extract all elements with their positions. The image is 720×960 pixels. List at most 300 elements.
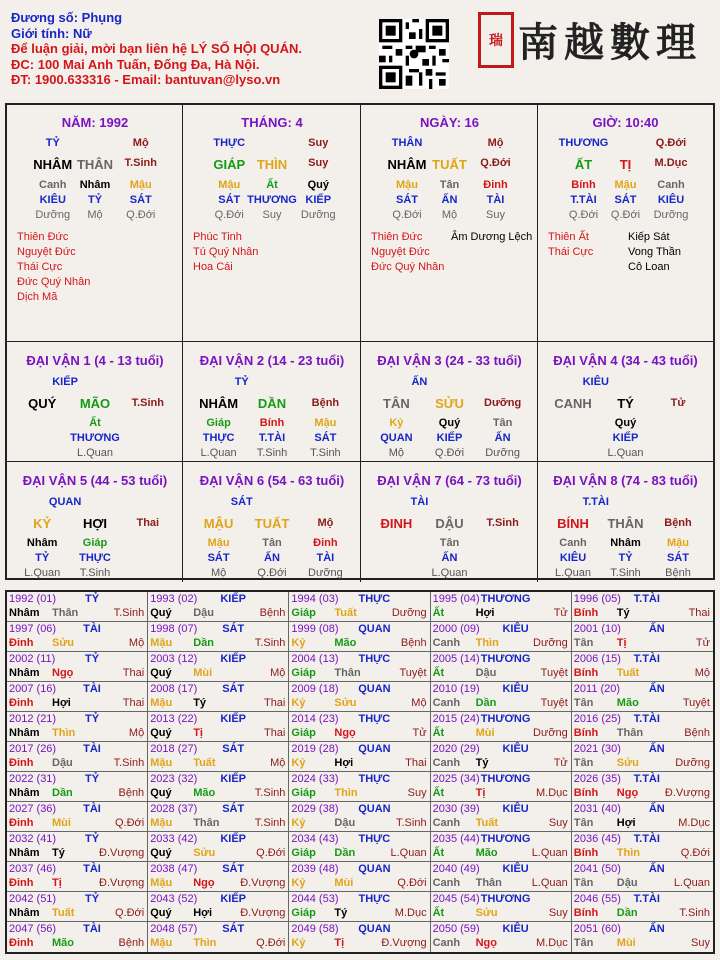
year-branch: Dậu: [475, 667, 497, 679]
year-stem: Nhâm: [9, 907, 40, 919]
pillar-main-2: THÌN: [256, 157, 288, 172]
star-item: Vong Thần: [628, 246, 682, 258]
year-state: M.Dục: [536, 787, 568, 799]
year-label: 2041 (50): [573, 863, 621, 875]
year-stem: Kỷ: [291, 637, 306, 649]
year-state: Mộ: [270, 757, 286, 769]
year-cell: [431, 592, 572, 622]
year-cell: [572, 922, 713, 952]
year-stem: Kỷ: [291, 877, 306, 889]
year-label: 2042 (51): [9, 893, 57, 905]
dai-van-state: T.Sinh: [486, 517, 519, 529]
dai-van-state: T.Sinh: [131, 397, 164, 409]
year-god: KIẾP: [220, 593, 247, 605]
pillar-main-2: THÂN: [76, 157, 114, 172]
dai-van-2: [183, 342, 361, 462]
year-cell: [289, 802, 430, 832]
year-branch: Thìn: [334, 787, 358, 799]
year-stem: Mậu: [150, 637, 173, 649]
year-branch: Mão: [52, 937, 74, 949]
year-stem: Đinh: [9, 757, 34, 769]
dai-van-3: [361, 342, 538, 462]
pillar-main-1: GIÁP: [213, 157, 246, 172]
year-branch: Tý: [334, 907, 348, 919]
pillar-4: [538, 105, 713, 342]
year-stem: Bính: [573, 667, 599, 679]
year-cell: [7, 922, 148, 952]
year-cell: [572, 682, 713, 712]
year-state: Đ.Vượng: [664, 787, 710, 799]
pillar-main-3: T.Sinh: [124, 157, 157, 169]
year-stem: Nhâm: [9, 847, 40, 859]
pillar-top-1: THÂN: [391, 137, 423, 149]
dai-van-god: TÀI: [410, 496, 429, 508]
year-branch: Hợi: [52, 697, 71, 709]
year-label: 2016 (25): [573, 713, 621, 725]
year-god: T.TÀI: [633, 833, 660, 845]
year-label: 2051 (60): [573, 923, 621, 935]
year-state: Mộ: [411, 697, 427, 709]
year-stem: Mậu: [150, 697, 173, 709]
year-cell: [289, 622, 430, 652]
year-god: KIÊU: [502, 623, 529, 635]
year-cell: [572, 832, 713, 862]
star-item: Phúc Tinh: [193, 231, 242, 243]
year-cell: [148, 862, 289, 892]
dai-van-title: ĐẠI VẬN 7 (64 - 73 tuổi): [377, 473, 522, 488]
year-god: THỰC: [358, 713, 391, 725]
year-cell: [431, 892, 572, 922]
year-label: 2014 (23): [291, 713, 339, 725]
pillar-bad-stars: [451, 230, 532, 245]
year-cell: [7, 592, 148, 622]
dai-van-branch: TUẤT: [254, 516, 290, 531]
year-god: TỶ: [84, 893, 100, 905]
year-stem: Kỷ: [291, 817, 306, 829]
dai-van-hidden-state: T.Sinh: [610, 567, 641, 579]
year-state: Dưỡng: [391, 607, 427, 619]
dai-van-hidden-god: SÁT: [207, 552, 230, 564]
year-state: T.Sinh: [254, 817, 286, 829]
dai-van-hidden-stem: Nhâm: [26, 537, 58, 549]
year-state: Tuyệt: [540, 697, 568, 709]
pillar-st-1: Dưỡng: [35, 209, 71, 221]
star-item: Âm Dương Lệch: [451, 231, 533, 243]
year-stem: Canh: [432, 817, 461, 829]
year-state: L.Quan: [531, 847, 568, 859]
year-state: Mộ: [694, 667, 710, 679]
pillar-top-3: Suy: [308, 137, 329, 149]
star-item: Nguyệt Đức: [17, 246, 76, 258]
pillar-god-2: SÁT: [614, 194, 637, 206]
year-stem: Giáp: [291, 667, 316, 679]
dai-van-hidden-stem: Tân: [262, 537, 282, 549]
year-state: Thai: [263, 697, 286, 709]
dai-van-god: ẤN: [411, 376, 428, 388]
pillar-2: [183, 105, 361, 342]
year-label: 2049 (58): [291, 923, 339, 935]
year-state: T.Sinh: [254, 787, 286, 799]
year-god: TÀI: [83, 923, 101, 935]
dai-van-branch: THÂN: [607, 516, 644, 531]
year-cell: [572, 772, 713, 802]
year-stem: Đinh: [9, 817, 34, 829]
dai-van-state: Dưỡng: [484, 397, 522, 409]
year-stem: Mậu: [150, 937, 173, 949]
year-cell: [572, 622, 713, 652]
owner-name: Đương số: Phụng: [11, 10, 123, 25]
dai-van-hidden-god: QUAN: [380, 432, 413, 444]
year-god: SÁT: [222, 683, 245, 695]
year-cell: [148, 682, 289, 712]
dai-van-branch: MÃO: [79, 396, 111, 411]
year-stem: Mậu: [150, 877, 173, 889]
year-state: L.Quan: [390, 847, 427, 859]
dai-van-hidden-state: Mộ: [388, 447, 405, 459]
pillar-main-1: ẤT: [574, 157, 593, 172]
year-branch: Sửu: [52, 637, 75, 649]
dai-van-5: [7, 462, 183, 582]
year-god: SÁT: [222, 623, 245, 635]
pillar-hid-3: Quý: [307, 179, 329, 191]
year-branch: Dần: [52, 787, 73, 799]
year-stem: Quý: [150, 727, 172, 739]
dai-van-title: ĐẠI VẬN 2 (14 - 23 tuổi): [199, 353, 345, 368]
year-state: T.Sinh: [254, 637, 286, 649]
year-branch: Mão: [193, 787, 216, 799]
year-stem: Bính: [573, 607, 599, 619]
year-god: T.TÀI: [633, 713, 660, 725]
year-label: 2012 (21): [9, 713, 57, 725]
year-stem: Kỷ: [291, 697, 306, 709]
dai-van-hidden-stem: Ất: [89, 417, 101, 429]
pillar-god-1: SÁT: [218, 194, 241, 206]
year-stem: Tân: [573, 757, 594, 769]
year-branch: Thìn: [52, 727, 76, 739]
pillar-title: GIỜ: 10:40: [592, 115, 659, 130]
year-cell: [289, 832, 430, 862]
year-branch: Ngọ: [616, 787, 639, 799]
year-label: 2002 (11): [9, 653, 56, 665]
dai-van-hidden-god: ẤN: [441, 552, 458, 564]
dai-van-stem: MẬU: [203, 516, 234, 531]
dai-van-hidden-stem: Tân: [439, 537, 460, 549]
pillar-god-2: TỶ: [87, 194, 103, 206]
dai-van-hidden-state: L.Quan: [607, 447, 644, 459]
year-god: TÀI: [83, 623, 101, 635]
qr-code-icon: [379, 19, 449, 89]
header-info: [11, 10, 302, 88]
year-cell: [289, 862, 430, 892]
year-branch: Hợi: [475, 607, 495, 619]
pillar-hid-2: Ất: [266, 179, 278, 191]
year-god: THƯƠNG: [480, 653, 531, 665]
year-cell: [431, 802, 572, 832]
year-state: Q.Đới: [114, 817, 145, 829]
year-label: 2044 (53): [291, 893, 339, 905]
brand-logo: [478, 11, 702, 68]
dai-van-branch: SỬU: [435, 396, 464, 411]
year-state: T.Sinh: [113, 757, 145, 769]
year-state: Q.Đới: [397, 877, 427, 889]
year-label: 2048 (57): [150, 923, 198, 935]
year-cell: [289, 652, 430, 682]
year-label: 2011 (20): [573, 683, 621, 695]
pillar-hid-3: Mậu: [129, 179, 152, 191]
year-branch: Sửu: [616, 757, 639, 769]
year-state: Q.Đới: [256, 847, 286, 859]
year-branch: Mão: [334, 637, 357, 649]
year-state: Đ.Vượng: [381, 937, 427, 949]
dai-van-stem: TÂN: [383, 396, 410, 411]
year-branch: Thìn: [475, 637, 499, 649]
year-cell: [572, 652, 713, 682]
year-cell: [7, 622, 148, 652]
year-branch: Dần: [616, 907, 638, 919]
year-branch: Tý: [193, 697, 207, 709]
pillar-stars: [193, 230, 258, 275]
year-god: TỶ: [84, 833, 100, 845]
year-label: 1993 (02): [150, 593, 198, 605]
year-stem: Nhâm: [9, 727, 40, 739]
year-god: ẤN: [648, 863, 665, 875]
year-stem: Bính: [573, 727, 599, 739]
star-item: Thiên Đức: [371, 231, 423, 243]
year-label: 2009 (18): [291, 683, 339, 695]
year-god: THƯƠNG: [480, 893, 531, 905]
pillar-top-1: THỰC: [213, 137, 246, 149]
year-label: 2017 (26): [9, 743, 57, 755]
year-branch: Thân: [52, 607, 79, 619]
dai-van-hidden-state: T.Sinh: [310, 447, 341, 459]
pillar-top-1: THƯƠNG: [558, 137, 609, 149]
year-stem: Canh: [432, 877, 461, 889]
year-god: ẤN: [648, 743, 665, 755]
year-label: 2013 (22): [150, 713, 198, 725]
pillar-god-3: TÀI: [486, 194, 505, 206]
year-branch: Tuất: [334, 607, 357, 619]
phone-email[interactable]: ĐT: 1900.633316 - Email: bantuvan@lyso.vn: [11, 72, 281, 88]
pillar-st-2: Q.Đới: [610, 209, 641, 221]
year-label: 1994 (03): [291, 593, 339, 605]
pillar-god-2: ẤN: [441, 194, 458, 206]
dai-van-hidden-stem: Canh: [559, 537, 587, 549]
year-stem: Bính: [573, 847, 599, 859]
year-branch: Ngọ: [193, 877, 215, 889]
year-stem: Quý: [150, 787, 172, 799]
star-item: Thiên Đức: [17, 231, 69, 243]
pillar-main-3: M.Dục: [654, 157, 688, 169]
year-cell: [572, 862, 713, 892]
pillar-god-1: SÁT: [396, 194, 419, 206]
year-cell: [431, 652, 572, 682]
year-cell: [7, 742, 148, 772]
dai-van-branch: HỢI: [82, 516, 108, 531]
year-cell: [289, 682, 430, 712]
year-god: ẤN: [648, 923, 665, 935]
year-stem: Kỷ: [291, 757, 306, 769]
year-god: TỶ: [84, 713, 100, 725]
year-stem: Nhâm: [9, 787, 40, 799]
year-label: 2035 (44): [432, 833, 480, 845]
year-stem: Nhâm: [9, 667, 40, 679]
pillar-3: [361, 105, 538, 342]
year-label: 2015 (24): [432, 713, 480, 725]
year-god: THỰC: [358, 773, 391, 785]
dai-van-hidden-state: L.Quan: [431, 567, 468, 579]
year-label: 2000 (09): [432, 623, 480, 635]
year-stem: Ất: [432, 787, 445, 799]
pillar-hid-2: Nhâm: [79, 179, 111, 191]
year-state: Suy: [548, 817, 568, 829]
dai-van-god: KIÊU: [582, 376, 609, 388]
year-state: Tử: [412, 727, 427, 739]
dai-van-state: Mộ: [317, 517, 334, 529]
year-branch: Tý: [52, 847, 65, 859]
dai-van-hidden-state: Dưỡng: [485, 447, 520, 459]
year-branch: Thìn: [193, 937, 217, 949]
seal-stamp: 瑞: [478, 12, 514, 68]
year-label: 2021 (30): [573, 743, 621, 755]
year-state: M.Dục: [394, 907, 427, 919]
year-label: 2024 (33): [291, 773, 339, 785]
year-stem: Ất: [432, 847, 445, 859]
dai-van-hidden-state: Mộ: [210, 567, 227, 579]
dai-van-title: ĐẠI VẬN 5 (44 - 53 tuổi): [22, 473, 168, 488]
year-label: 1998 (07): [150, 623, 198, 635]
pillar-st-2: Suy: [262, 209, 282, 221]
year-cell: [289, 712, 430, 742]
year-stem: Tân: [573, 697, 594, 709]
year-state: Bệnh: [118, 787, 145, 799]
year-god: TỶ: [84, 653, 100, 665]
year-state: Thai: [688, 607, 710, 619]
dai-van-hidden-god: KIẾP: [612, 432, 639, 444]
year-state: Thai: [405, 757, 427, 769]
year-stem: Quý: [150, 607, 172, 619]
year-stem: Giáp: [291, 727, 316, 739]
pillar-title: NĂM: 1992: [61, 115, 129, 130]
pillar-st-3: Dưỡng: [653, 209, 689, 221]
pillar-top-3: Mộ: [132, 137, 149, 149]
dai-van-6: [183, 462, 361, 582]
year-label: 2019 (28): [291, 743, 339, 755]
pillar-st-1: Q.Đới: [392, 209, 422, 221]
address: ĐC: 100 Mai Anh Tuấn, Đống Đa, Hà Nội.: [11, 56, 260, 72]
year-cell: [572, 592, 713, 622]
dai-van-title: ĐẠI VẬN 3 (24 - 33 tuổi): [377, 353, 522, 368]
year-cell: [148, 652, 289, 682]
year-stem: Canh: [432, 757, 461, 769]
dai-van-hidden-god: THỰC: [79, 552, 111, 564]
dai-van-title: ĐẠI VẬN 8 (74 - 83 tuổi): [553, 473, 698, 488]
year-state: Q.Đới: [256, 937, 286, 949]
dai-van-god: QUAN: [48, 496, 82, 508]
year-branch: Mùi: [334, 877, 354, 889]
year-cell: [431, 862, 572, 892]
year-state: Q.Đới: [680, 847, 710, 859]
year-stem: Tân: [573, 877, 594, 889]
dai-van-hidden-state: Q.Đới: [434, 447, 465, 459]
year-god: KIẾP: [220, 713, 247, 725]
year-stem: Bính: [573, 787, 599, 799]
dai-van-hidden-god: KIÊU: [559, 552, 587, 564]
year-branch: Dậu: [193, 607, 214, 619]
pillar-hid-2: Mậu: [614, 179, 637, 191]
year-label: 2034 (43): [291, 833, 339, 845]
pillar-main-2: TỊ: [619, 157, 632, 172]
year-branch: Thân: [193, 817, 220, 829]
dai-van-state: Bệnh: [311, 397, 340, 409]
dai-van-hidden-stem: Mậu: [667, 537, 689, 549]
year-stem: Ất: [432, 667, 445, 679]
year-label: 2038 (47): [150, 863, 198, 875]
year-state: Tuyệt: [540, 667, 568, 679]
year-branch: Dần: [334, 847, 356, 859]
pillar-main-3: Suy: [308, 157, 329, 169]
year-cell: [148, 832, 289, 862]
year-god: QUAN: [358, 803, 391, 815]
year-cell: [431, 622, 572, 652]
year-stem: Giáp: [291, 907, 316, 919]
year-label: 2020 (29): [432, 743, 480, 755]
dai-van-hidden-god: TỶ: [618, 552, 633, 564]
pillar-hid-1: Bính: [571, 179, 596, 191]
year-stem: Mậu: [150, 757, 173, 769]
year-label: 2036 (45): [573, 833, 621, 845]
dai-van-god: SÁT: [230, 496, 253, 508]
dai-van-hidden-stem: Quý: [438, 417, 461, 429]
dai-van-stem: NHÂM: [199, 396, 239, 411]
star-item: Đức Quý Nhân: [371, 261, 445, 273]
dai-van-state: Thai: [136, 517, 160, 529]
year-branch: Tị: [52, 877, 62, 889]
four-pillars-chart: [5, 103, 715, 580]
pillar-god-3: KIÊU: [657, 194, 685, 206]
year-god: THỰC: [358, 833, 391, 845]
dai-van-state: Tử: [670, 397, 686, 409]
year-label: 2023 (32): [150, 773, 198, 785]
year-label: 2007 (16): [9, 683, 57, 695]
year-god: KIÊU: [502, 743, 529, 755]
pillar-stars: [371, 230, 444, 275]
year-label: 2030 (39): [432, 803, 480, 815]
year-state: Bệnh: [259, 607, 286, 619]
year-stem: Bính: [573, 907, 599, 919]
dai-van-hidden-state: L.Quan: [200, 447, 237, 459]
year-cell: [289, 892, 430, 922]
dai-van-hidden-god: SÁT: [314, 432, 337, 444]
dai-van-hidden-god: THƯƠNG: [70, 432, 120, 444]
dai-van-title: ĐẠI VẬN 4 (34 - 43 tuổi): [553, 353, 698, 368]
year-god: QUAN: [358, 923, 391, 935]
year-stem: Tân: [573, 937, 594, 949]
year-cell: [431, 742, 572, 772]
pillar-st-2: Mộ: [441, 209, 458, 221]
year-cell: [148, 772, 289, 802]
dai-van-hidden-state: Q.Đới: [257, 567, 287, 579]
pillar-st-3: Dưỡng: [300, 209, 336, 221]
year-god: KIÊU: [502, 683, 529, 695]
dai-van-title: ĐẠI VẬN 6 (54 - 63 tuổi): [199, 473, 345, 488]
pillar-stars: [17, 230, 90, 305]
pillar-god-2: THƯƠNG: [247, 194, 297, 206]
year-cell: [7, 832, 148, 862]
year-cell: [431, 832, 572, 862]
year-state: Mộ: [270, 667, 286, 679]
year-cell: [148, 802, 289, 832]
year-branch: Thìn: [616, 847, 641, 859]
